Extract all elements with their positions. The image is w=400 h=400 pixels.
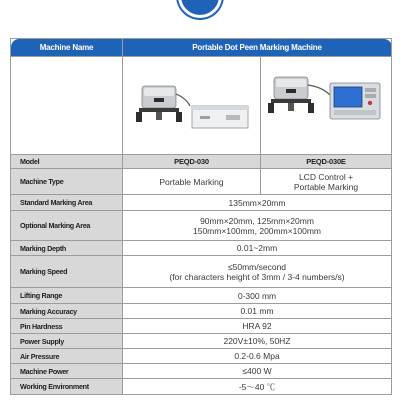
row-label: Optional Marking Area	[11, 211, 123, 241]
marking-head-with-controller-box-icon	[130, 76, 254, 136]
row-optional-marking-area	[11, 211, 392, 241]
row-label: Air Pressure	[11, 349, 123, 364]
row-label: Marking Depth	[11, 241, 123, 256]
row-value: 135mm×20mm	[123, 195, 392, 211]
row-model	[11, 155, 392, 169]
row-label: Working Environment	[11, 379, 123, 395]
machine-type-peqd-030: Portable Marking	[123, 169, 261, 195]
logo-badge	[178, 0, 222, 18]
value-line-2: (for characters height of 3mm / 3-4 numbers/s)	[169, 271, 345, 282]
marking-head-with-lcd-controller-icon	[266, 69, 386, 143]
row-label: Machine Power	[11, 364, 123, 379]
model-peqd-030: PEQD-030	[123, 155, 261, 169]
row-standard-marking-area	[11, 195, 392, 211]
row-value: 220V±10%, 50HZ	[123, 334, 392, 349]
value-line-1: 90mm×20mm, 125mm×20mm	[200, 215, 314, 226]
value-line-2: 150mm×100mm, 200mm×100mm	[192, 225, 322, 236]
row-working-environment	[11, 379, 392, 395]
machine-type-peqd-030e	[261, 169, 392, 195]
model-peqd-030e: PEQD-030E	[261, 155, 392, 169]
image-label-cell	[11, 57, 123, 155]
row-label: Lifting Range	[11, 288, 123, 304]
row-label: Model	[11, 155, 123, 169]
row-value	[123, 256, 392, 288]
row-label: Marking Accuracy	[11, 304, 123, 319]
row-value: HRA 92	[123, 319, 392, 334]
row-label: Pin Hardness	[11, 319, 123, 334]
spec-table	[10, 38, 392, 395]
row-power-supply	[11, 334, 392, 349]
row-value: 0.01~2mm	[123, 241, 392, 256]
row-marking-accuracy	[11, 304, 392, 319]
row-value: 0.2-0.6 Mpa	[123, 349, 392, 364]
header-product-name: Portable Dot Peen Marking Machine	[123, 39, 392, 57]
row-machine-type	[11, 169, 392, 195]
product-image-peqd-030	[123, 57, 261, 155]
value-line-1: ≤50mm/second	[227, 261, 287, 272]
row-label: Marking Speed	[11, 256, 123, 288]
row-marking-speed	[11, 256, 392, 288]
row-marking-depth	[11, 241, 392, 256]
row-machine-power	[11, 364, 392, 379]
machine-type-line-1: LCD Control +	[298, 171, 354, 182]
table-header-row	[11, 39, 392, 57]
row-label: Power Supply	[11, 334, 123, 349]
row-value: -5～40 ℃	[123, 379, 392, 395]
row-value: 0.01 mm	[123, 304, 392, 319]
row-value: 0-300 mm	[123, 288, 392, 304]
row-lifting-range	[11, 288, 392, 304]
machine-type-line-2: Portable Marking	[293, 181, 359, 192]
product-image-row	[11, 57, 392, 155]
product-image-peqd-030e	[261, 57, 392, 155]
row-value	[123, 211, 392, 241]
header-machine-name: Machine Name	[11, 39, 123, 57]
row-label: Machine Type	[11, 169, 123, 195]
row-air-pressure	[11, 349, 392, 364]
row-value: ≤400 W	[123, 364, 392, 379]
row-pin-hardness	[11, 319, 392, 334]
row-label: Standard Marking Area	[11, 195, 123, 211]
